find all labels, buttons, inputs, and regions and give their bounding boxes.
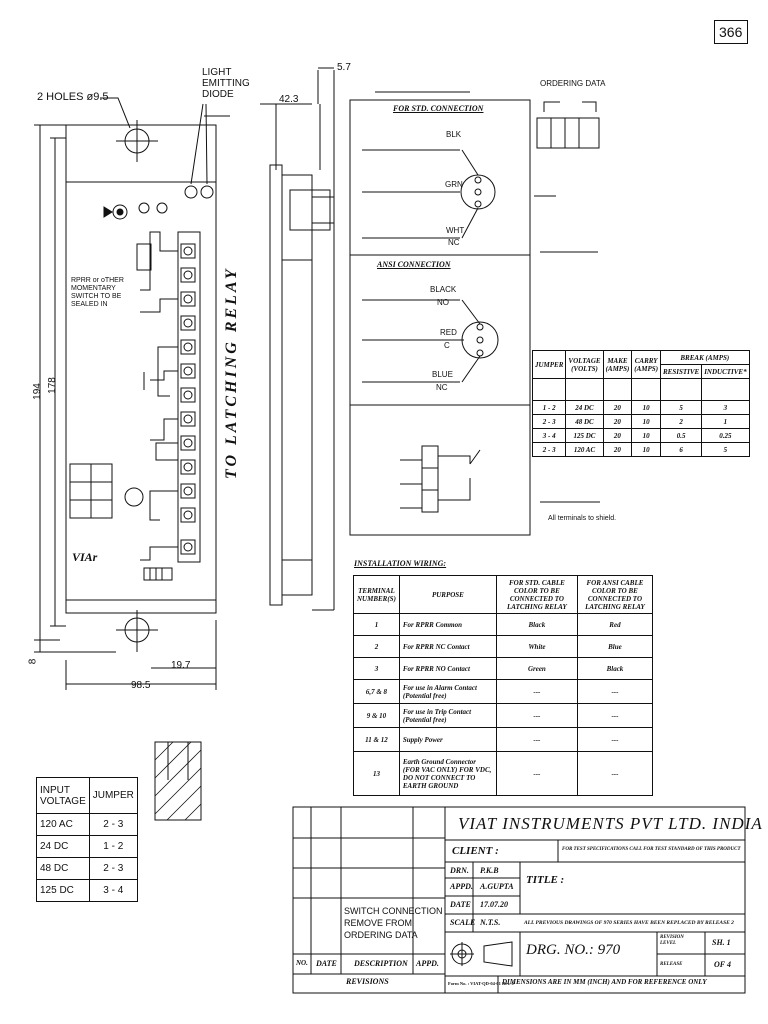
std-label-blk: BLK	[446, 130, 462, 139]
led-1	[185, 186, 197, 198]
table-row: 13 Earth Ground Connector (FOR VAC ONLY) FOR VDC, DO NOT CONNECT TO EARTH GROUND --- ---	[354, 752, 653, 796]
std-label-grn: GRN	[445, 180, 463, 189]
jt-header-jumper: JUMPER	[533, 351, 566, 379]
rev-header-no: NO.	[296, 959, 308, 967]
table-row: 6,7 & 8 For use in Alarm Contact (Potential free) --- ---	[354, 680, 653, 704]
rev-header-description: DESCRIPTION	[354, 959, 408, 968]
dim-42-3: 42.3	[279, 94, 299, 105]
jt-header-voltage: VOLTAGE (VOLTS)	[566, 351, 603, 379]
std-title: FOR STD. CONNECTION	[393, 104, 484, 113]
std-label-nc: NC	[448, 238, 460, 247]
table-row: 120 AC 2 - 3	[37, 814, 138, 836]
revision-note: SWITCH CONNECTION REMOVE FROM ORDERING DATA	[344, 906, 443, 940]
table-row: 2 For RPRR NC Contact White Blue	[354, 636, 653, 658]
jt-header-carry: CARRY (AMPS)	[632, 351, 661, 379]
std-label-wht: WHT	[446, 226, 465, 235]
scale-value: N.T.S.	[480, 918, 501, 927]
table-row: 2 - 3 120 AC 20 10 6 5	[533, 443, 750, 457]
table-row: 1 For RPRR Common Black Red	[354, 614, 653, 636]
appd-label: APPD.	[450, 882, 473, 891]
ansi-label-black: BLACK	[430, 285, 457, 294]
revisions-label: REVISIONS	[346, 977, 389, 986]
brand-logo: VIAr	[72, 550, 98, 564]
led-2	[201, 186, 213, 198]
ordering-boxes	[537, 118, 599, 148]
dimensions-note: DIMENSIONS ARE IN MM (INCH) AND FOR REFERENCE ONLY	[502, 978, 707, 986]
ansi-label-nc: NC	[436, 383, 448, 392]
ansi-label-red: RED	[440, 328, 457, 337]
drn-label: DRN.	[450, 866, 469, 875]
side-view	[270, 165, 282, 605]
connection-frame	[350, 100, 530, 535]
date-label: DATE	[450, 900, 471, 909]
table-row: 3 For RPRR NO Contact Green Black	[354, 658, 653, 680]
jt-header-inductive: INDUCTIVE*	[702, 365, 749, 379]
switch-note: RPRR or oTHER MOMENTARY SWITCH TO BE SEALED IN	[71, 277, 124, 308]
ansi-label-blue: BLUE	[432, 370, 453, 379]
rev-header-date: DATE	[316, 959, 337, 968]
sheet-total: OF 4	[714, 960, 731, 969]
table-row: 125 DC 3 - 4	[37, 880, 138, 902]
client-label: CLIENT :	[452, 845, 499, 857]
ansi-label-c: C	[444, 341, 450, 350]
sheet-index: SH. 1	[712, 938, 731, 947]
dim-98-5: 98.5	[131, 680, 151, 691]
jt-header-make: MAKE (AMPS)	[603, 351, 632, 379]
ansi-label-no: NO	[437, 298, 449, 307]
date-value: 17.07.20	[480, 900, 508, 909]
led-label: LIGHT EMITTING DIODE	[202, 67, 250, 100]
jt-header-resistive: RESISTIVE	[661, 365, 702, 379]
table-row: 24 DC 1 - 2	[37, 836, 138, 858]
hatch-section	[155, 742, 201, 820]
table-row: 1 - 2 24 DC 20 10 5 3	[533, 401, 750, 415]
std-connector	[461, 175, 495, 209]
terminals-note: All terminals to shield.	[548, 515, 617, 522]
ordering-title: ORDERING DATA	[540, 79, 606, 88]
installation-title: INSTALLATION WIRING:	[354, 559, 447, 568]
table-row: 3 - 4 125 DC 20 10 0.5 0.25	[533, 429, 750, 443]
holes-label: 2 HOLES ø9.5	[37, 91, 109, 103]
dim-194: 194	[31, 383, 43, 400]
ansi-connector	[462, 322, 498, 358]
rev-header-appd: APPD.	[416, 959, 439, 968]
release-label: RELEASE	[660, 962, 683, 967]
dim-8: 8	[27, 658, 39, 665]
jt-header-break: BREAK (AMPS)	[661, 351, 750, 365]
scale-label: SCALE	[450, 918, 476, 927]
form-number: Form No. : VIAT-QD-04-01 Rev. 0	[448, 981, 514, 986]
table-row: 9 & 10 For use in Trip Contact (Potential free) --- ---	[354, 704, 653, 728]
installation-wiring-table: TERMINAL NUMBER(S) PURPOSE FOR STD. CABLE COLOR TO BE CONNECTED TO LATCHING RELAY FOR ANSI CABLE COLOR TO BE CONNECTED TO LATCHING RELAY 1 For RPRR Common Black Red 2 For RPRR NC Contact White Blue 3 For RPRR NO Contact Green Black 6,7 & 8 For use in Alarm Contact (Potential free) --- --- 9 & 10 For use in Trip Contact (Potential free) --- --- 11 & 12 Supply Power --- --- 13 Earth Ground Connector (FOR VAC ONLY) FOR VDC, DO NOT CONNECT TO EARTH GROUND --- ---	[353, 575, 653, 796]
dim-5-7: 5.7	[337, 62, 351, 73]
release-note: ALL PREVIOUS DRAWINGS OF 970 SERIES HAVE BEEN REPLACED BY RELEASE 2	[524, 920, 734, 926]
input-voltage-table: INPUT VOLTAGE JUMPER 120 AC 2 - 3 24 DC 1 - 2 48 DC 2 - 3 125 DC 3 - 4	[36, 777, 138, 902]
table-row: 2 - 3 48 DC 20 10 2 1	[533, 415, 750, 429]
dim-19-7: 19.7	[171, 660, 191, 671]
client-note: FOR TEST SPECIFICATIONS CALL FOR TEST STANDARD OF THIS PRODUCT	[562, 847, 741, 852]
relay-label: TO LATCHING RELAY	[223, 266, 240, 479]
title-label: TITLE :	[526, 874, 565, 886]
company-name: VIAT INSTRUMENTS PVT LTD. INDIA	[458, 814, 763, 833]
table-row: 11 & 12 Supply Power --- ---	[354, 728, 653, 752]
revision-level-label: REVISION LEVEL	[660, 935, 684, 946]
drn-value: P.K.B	[480, 866, 499, 875]
sheet-number: 366	[719, 24, 743, 40]
jumper-spec-table	[532, 350, 750, 457]
dim-178: 178	[46, 377, 58, 394]
appd-value: A.GUPTA	[480, 882, 514, 891]
ansi-title: ANSI CONNECTION	[377, 260, 451, 269]
drawing-number: DRG. NO.: 970	[526, 942, 621, 958]
table-row: 48 DC 2 - 3	[37, 858, 138, 880]
